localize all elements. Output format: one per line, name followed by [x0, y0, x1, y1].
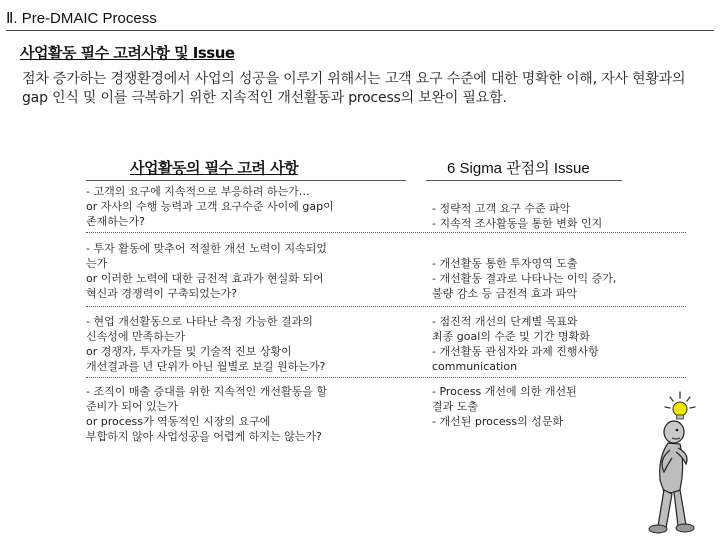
right-column-heading: 6 Sigma 관점의 Issue	[447, 160, 590, 177]
section-title: 사업활동 필수 고려사항 및 Issue	[20, 44, 235, 62]
row-divider	[86, 306, 686, 307]
page-title: Ⅱ. Pre-DMAIC Process	[6, 10, 157, 27]
considerations-cell: - 현업 개선활동으로 나타난 측정 가능한 결과의 신속성에 만족하는가 or 경쟁자, 투자가들 및 기술적 진보 상황이 개선결과를 년 단위가 아닌 월별로 보길 원하는가?	[86, 315, 326, 373]
issue-cell: - 정략적 고객 요구 수준 파악 - 지속적 조사활동을 통한 변화 인지	[432, 202, 603, 230]
left-heading-rule	[86, 180, 406, 181]
thinking-person-lightbulb-icon	[628, 388, 712, 538]
title-divider	[6, 30, 714, 31]
issue-cell: - Process 개선에 의한 개선된 결과 도출 - 개선된 process의 성문화	[432, 385, 577, 428]
considerations-cell: - 고객의 요구에 지속적으로 부응하려 하는가… or 자사의 수행 능력과 고객 요구수준 사이에 gap이 존재하는가?	[86, 185, 334, 228]
row-divider	[86, 377, 686, 378]
row-divider	[86, 232, 686, 233]
left-column-heading: 사업활동의 필수 고려 사항	[130, 159, 299, 177]
considerations-cell: - 투자 활동에 맞추어 적절한 개선 노력이 지속되었 는가 or 이러한 노력에 대한 금전적 효과가 현실화 되어 혁신과 경쟁력이 구축되었는가?	[86, 242, 327, 300]
issue-cell: - 점진적 개선의 단계별 목표와 최종 goal의 수준 및 기간 명확화 - 개선활동 관심자와 과제 진행사항 communication	[432, 315, 599, 373]
issue-cell: - 개선활동 통한 투자영역 도출 - 개선활동 결과로 나타나는 이익 증가, 불량 감소 등 금전적 효과 파악	[432, 257, 617, 300]
right-heading-rule	[426, 180, 622, 181]
intro-paragraph: 점차 증가하는 경쟁환경에서 사업의 성공을 이루기 위해서는 고객 요구 수준에 대한 명확한 이해, 자사 현황과의 gap 인식 및 이를 극복하기 위한 지속적인 개선활동과 process의 보완이 필요함.	[22, 71, 686, 106]
considerations-cell: - 조직이 매출 증대를 위한 지속적인 개선활동을 할 준비가 되어 있는가 or process가 역동적인 시장의 요구에 부합하지 않아 사업성공을 어렵게 하지는 않는가?	[86, 385, 327, 443]
